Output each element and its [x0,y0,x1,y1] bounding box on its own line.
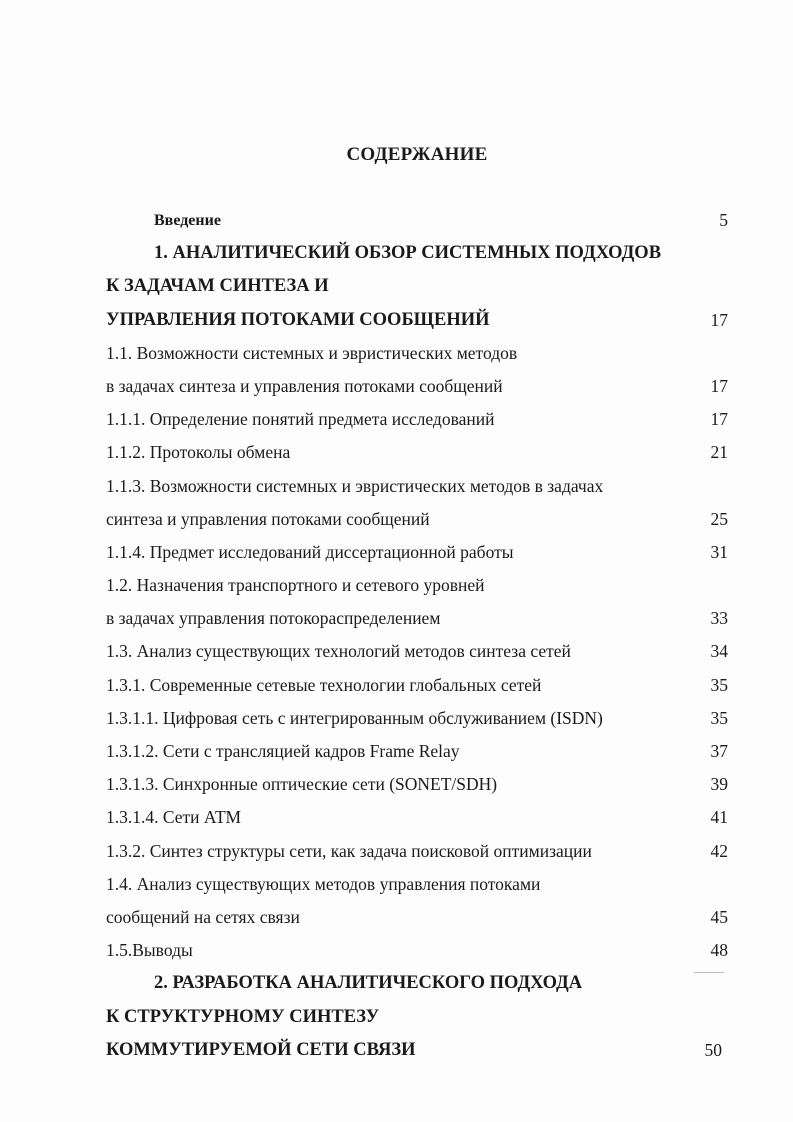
toc-entry [106,868,728,901]
toc-entry-page: 37 [710,741,728,761]
toc-entry [106,503,728,536]
toc-entry [106,569,728,602]
toc-entry-text: 1.4. Анализ существующих методов управления потоками [106,873,541,894]
toc-entry-text: Введение [154,212,221,229]
toc-entry-text: 1.3.2. Синтез структуры сети, как задача поисковой оптимизации [106,840,592,861]
toc-entry [106,1001,728,1034]
toc-entry-text: 1.1. Возможности системных и эвристических методов [106,342,518,363]
scan-artifact [694,972,724,973]
toc-entry-text: 1. АНАЛИТИЧЕСКИЙ ОБЗОР СИСТЕМНЫХ ПОДХОДОВ [154,243,662,264]
toc-entry [106,470,728,503]
toc-entry-page: 35 [710,674,728,695]
toc-entry-page: 5 [719,210,728,230]
toc-entry [106,768,728,801]
toc-entry-text: К СТРУКТУРНОМУ СИНТЕЗУ [106,1006,380,1027]
toc-entry-text: 1.3.1. Современные сетевые технологии глобальных сетей [106,674,542,695]
toc-entry-page: 34 [710,641,728,662]
toc-entry-text: 2. РАЗРАБОТКА АНАЛИТИЧЕСКОГО ПОДХОДА [154,973,583,994]
toc-entry-text: УПРАВЛЕНИЯ ПОТОКАМИ СООБЩЕНИЙ [106,309,490,330]
toc-entry-text: 1.1.4. Предмет исследований диссертационной работы [106,541,514,562]
toc-entry-text: 1.3.1.1. Цифровая сеть с интегрированным обслуживанием (ISDN) [106,707,603,728]
toc-entry-page: 35 [710,707,728,728]
toc-entry-page: 21 [710,442,728,463]
toc-entry [106,204,728,237]
toc-entry [106,934,728,967]
toc-entry-page: 25 [710,508,728,529]
toc-entry-text: сообщений на сетях связи [106,906,300,927]
toc-entry-page: 17 [710,409,728,430]
toc-entry-page: 42 [710,840,728,861]
toc-entry-text: 1.1.3. Возможности системных и эвристических методов в задачах [106,475,604,496]
toc-entry [106,237,728,270]
toc-entry-page: 41 [710,807,728,828]
toc-entry-text: КОММУТИРУЕМОЙ СЕТИ СВЯЗИ [106,1039,416,1060]
toc-entry-text: 1.3.1.2. Сети с трансляцией кадров Frame Relay [106,741,460,761]
toc-entry-page: 31 [710,541,728,562]
toc-entry [106,967,728,1000]
toc-entry [106,270,728,303]
toc-entry-text: синтеза и управления потоками сообщений [106,508,430,529]
toc-entry-page: 17 [710,375,728,396]
toc-entry [106,403,728,436]
toc-entry [106,835,728,868]
toc-entry [106,669,728,702]
page-title: СОДЕРЖАНИЕ [346,144,488,165]
toc-entry-text: 1.1.1. Определение понятий предмета исследований [106,409,495,430]
toc-entry-text: 1.3.1.3. Синхронные оптические сети (SONET/SDH) [106,774,498,795]
table-of-contents [106,204,728,1067]
toc-entry-page: 48 [710,940,728,961]
toc-entry-text: 1.2. Назначения транспортного и сетевого уровней [106,575,485,596]
toc-entry [106,370,728,403]
toc-entry-page: 33 [710,608,728,629]
toc-entry [106,436,728,469]
toc-entry-page: 45 [710,906,728,927]
toc-entry [106,635,728,668]
toc-entry [106,735,728,768]
toc-entry-text: 1.1.2. Протоколы обмена [106,442,291,463]
toc-entry-page: 50 [704,1039,722,1060]
toc-entry-text: в задачах синтеза и управления потоками сообщений [106,375,503,396]
toc-entry [106,337,728,370]
toc-entry-text: 1.3. Анализ существующих технологий методов синтеза сетей [106,641,571,662]
toc-entry-text: К ЗАДАЧАМ СИНТЕЗА И [106,276,329,297]
toc-entry [106,304,728,337]
toc-entry [106,536,728,569]
toc-entry-text: в задачах управления потокораспределением [106,608,441,629]
toc-entry-page: 39 [710,774,728,795]
toc-entry-page: 17 [710,309,728,330]
toc-entry-text: 1.3.1.4. Сети АТМ [106,807,242,828]
toc-entry [106,702,728,735]
toc-entry [106,901,728,934]
toc-entry-text: 1.5.Выводы [106,940,193,961]
toc-entry [106,801,728,834]
toc-entry [106,1034,728,1067]
toc-entry [106,602,728,635]
